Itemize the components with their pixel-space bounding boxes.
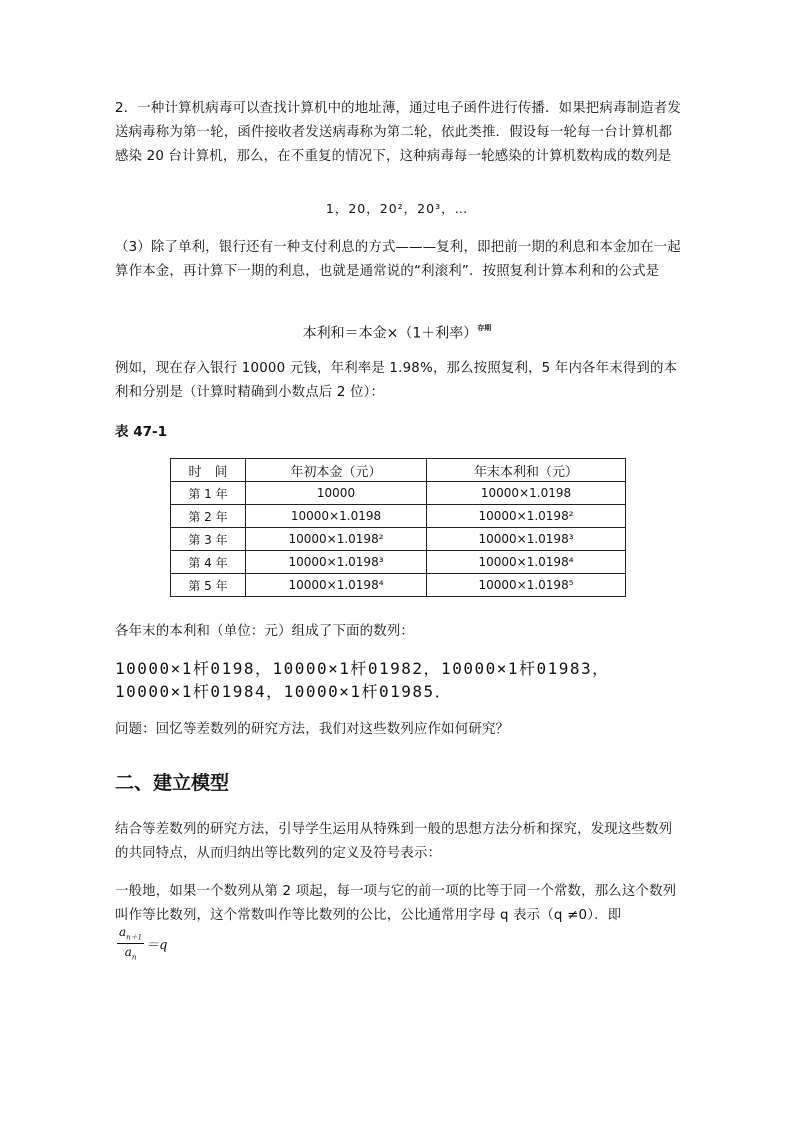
table-row: [171, 528, 626, 551]
table-label: 表 47-1: [115, 424, 167, 440]
cell-amount: 10000×1.0198²: [427, 505, 626, 528]
cell-principal: 10000×1.0198⁴: [246, 574, 427, 597]
numerator-symbol: a: [119, 925, 127, 939]
cell-principal: 10000×1.0198³: [246, 551, 427, 574]
denominator-subscript: n: [131, 953, 137, 962]
numerator-subscript: n＋1: [126, 933, 143, 942]
table-row: [171, 551, 626, 574]
cell-year: 第 2 年: [171, 505, 246, 528]
cell-amount: 10000×1.0198⁵: [427, 574, 626, 597]
cell-principal: 10000×1.0198: [246, 505, 427, 528]
question-paragraph: 问题：回忆等差数列的研究方法，我们对这些数列应作如何研究？: [115, 722, 510, 737]
cell-year: 第 3 年: [171, 528, 246, 551]
method-paragraph: 结合等差数列的研究方法，引导学生运用从特殊到一般的思想方法分析和探究，发现这些数列的共同特点，从而归纳出等比数列的定义及符号表示：: [115, 822, 673, 861]
cell-amount: 10000×1.0198⁴: [427, 551, 626, 574]
compound-sequence-line-1: 10000×1杆0198，10000×1杆01982，10000×1杆01983，: [115, 659, 610, 678]
formula-text: 本利和＝本金×（1＋利率）: [302, 325, 478, 342]
cell-principal: 10000: [246, 482, 427, 505]
section-heading: 二、建立模型: [115, 772, 230, 794]
definition-paragraph: 一般地，如果一个数列从第 2 项起，每一项与它的前一项的比等于同一个常数，那么这个数列叫作等比数列，这个常数叫作等比数列的公比，公比通常用字母 q 表示（q ≠0）．即: [115, 884, 677, 923]
table-header-row: [171, 459, 626, 482]
example-paragraph: 例如，现在存入银行 10000 元钱，年利率是 1.98%，那么按照复利，5 年内各年末得到的本利和分别是（计算时精确到小数点后 2 位）：: [115, 361, 678, 400]
cell-year: 第 5 年: [171, 574, 246, 597]
ratio-fraction: [117, 925, 144, 962]
cell-amount: 10000×1.0198³: [427, 528, 626, 551]
fraction-denominator: [123, 944, 139, 961]
sequence-caption: 各年末的本利和（单位：元）组成了下面的数列：: [115, 624, 414, 639]
virus-sequence: 1，20，20²，20³，…: [325, 201, 469, 216]
cell-amount: 10000×1.0198: [427, 482, 626, 505]
fraction-numerator: [117, 925, 144, 944]
header-time: 时 间: [171, 459, 246, 482]
header-amount: 年末本利和（元）: [427, 459, 626, 482]
table-row: [171, 505, 626, 528]
table-row: [171, 574, 626, 597]
virus-paragraph: 2．一种计算机病毒可以查找计算机中的地址薄，通过电子函件进行传播．如果把病毒制造者发送病毒称为第一轮，函件接收者发送病毒称为第二轮，依此类推．假设每一轮每一台计算机都感染 20 台计算机，那么，在不重复的情况下，这种病毒每一轮感染的计算机数构成的数列是: [115, 101, 681, 164]
header-principal: 年初本金（元）: [246, 459, 427, 482]
table-row: [171, 482, 626, 505]
cell-year: 第 4 年: [171, 551, 246, 574]
cell-year: 第 1 年: [171, 482, 246, 505]
formula-exponent: 存期: [477, 324, 492, 332]
interest-table: [170, 458, 626, 597]
compound-sequence-line-2: 10000×1杆01984，10000×1杆01985．: [115, 682, 453, 701]
compound-formula: [0, 318, 794, 346]
compound-interest-paragraph: （3）除了单利，银行还有一种支付利息的方式———复利，即把前一期的利息和本金加在一起算作本金，再计算下一期的利息，也就是通常说的“利滚利”．按照复利计算本利和的公式是: [115, 240, 681, 279]
denominator-symbol: a: [124, 945, 132, 960]
cell-principal: 10000×1.0198²: [246, 528, 427, 551]
ratio-formula: [117, 925, 167, 962]
fraction-rhs: ＝q: [146, 937, 168, 953]
